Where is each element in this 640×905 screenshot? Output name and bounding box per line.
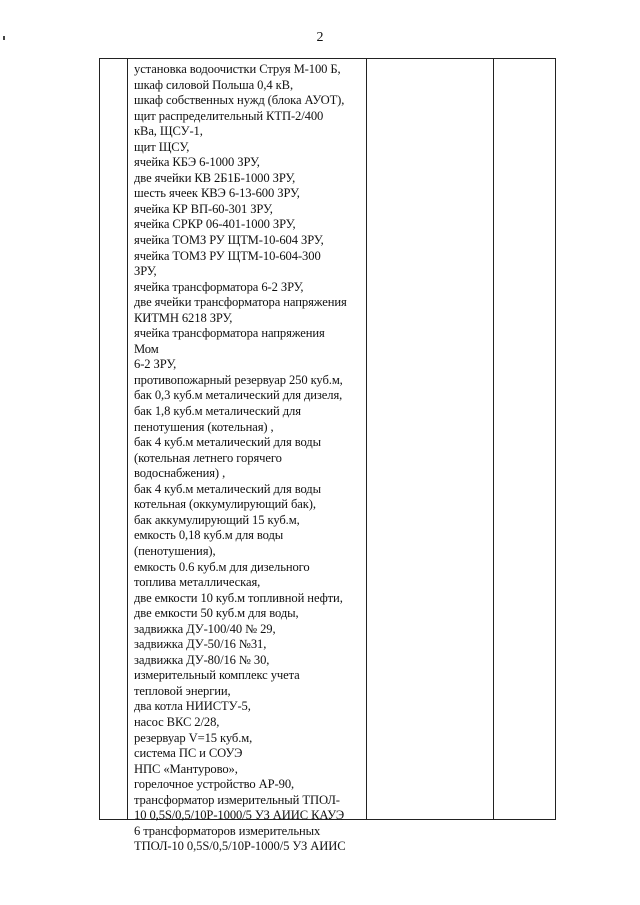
description-line: ячейка трансформатора напряжения xyxy=(134,326,325,341)
description-line: противопожарный резервуар 250 куб.м, xyxy=(134,372,343,387)
description-line: бак 4 куб.м металический для воды xyxy=(134,481,321,496)
description-line: измерительный комплекс учета xyxy=(134,668,300,683)
description-line: горелочное устройство АР-90, xyxy=(134,777,295,792)
margin-mark xyxy=(3,36,5,40)
description-line: две ячейки КВ 2Б1Б-1000 ЗРУ, xyxy=(134,170,296,185)
column-divider-3 xyxy=(493,59,494,819)
description-line: щит ЩСУ, xyxy=(134,139,190,154)
description-line: шкаф собственных нужд (блока АУОТ), xyxy=(134,93,345,108)
description-line: бак 1,8 куб.м металический для xyxy=(134,404,301,419)
description-line: топлива металлическая, xyxy=(134,575,261,590)
description-line: ТПОЛ-10 0,5S/0,5/10Р-1000/5 УЗ АИИС xyxy=(134,839,346,854)
description-line: две емкости 10 куб.м топливной нефти, xyxy=(134,590,343,605)
description-line: (пенотушения), xyxy=(134,543,216,558)
description-line: ячейка СРКР 06-401-1000 ЗРУ, xyxy=(134,217,296,232)
page-number: 2 xyxy=(316,30,324,45)
description-line: кВа, ЩСУ-1, xyxy=(134,124,203,139)
description-line: резервуар V=15 куб.м, xyxy=(134,730,253,745)
description-line: пенотушения (котельная) , xyxy=(134,419,274,434)
description-line: (котельная летнего горячего xyxy=(134,450,282,465)
description-line: водоснабжения) , xyxy=(134,466,226,481)
description-line: ЗРУ, xyxy=(134,264,157,279)
description-line: тепловой энергии, xyxy=(134,683,231,698)
column-divider-1 xyxy=(127,59,128,819)
description-line: КИТМН 6218 ЗРУ, xyxy=(134,310,233,325)
description-line: задвижка ДУ-80/16 № 30, xyxy=(134,652,270,667)
description-cell xyxy=(134,62,366,855)
description-line: трансформатор измерительный ТПОЛ- xyxy=(134,792,340,807)
description-line: котельная (оккумулирующий бак), xyxy=(134,497,316,512)
description-line: ячейка КР ВП-60-301 ЗРУ, xyxy=(134,201,273,216)
description-line: ячейка ТОМЗ РУ ЩТМ-10-604-300 xyxy=(134,248,321,263)
description-line: бак 4 куб.м металический для воды xyxy=(134,435,321,450)
description-line: 10 0,5S/0,5/10Р-1000/5 УЗ АИИС КАУЭ xyxy=(134,808,345,823)
description-line: бак аккумулирующий 15 куб.м, xyxy=(134,512,300,527)
description-line: шкаф силовой Польша 0,4 кВ, xyxy=(134,77,294,92)
description-line: шесть ячеек КВЭ 6-13-600 ЗРУ, xyxy=(134,186,300,201)
description-line: задвижка ДУ-100/40 № 29, xyxy=(134,621,276,636)
description-line: система ПС и СОУЭ xyxy=(134,746,243,761)
description-line: ячейка ТОМЗ РУ ЩТМ-10-604 ЗРУ, xyxy=(134,233,324,248)
description-line: щит распределительный КТП-2/400 xyxy=(134,108,324,123)
description-line: два котла НИИСТУ-5, xyxy=(134,699,251,714)
description-line: две емкости 50 куб.м для воды, xyxy=(134,606,299,621)
description-line: Мом xyxy=(134,341,159,356)
description-line: ячейка КБЭ 6-1000 ЗРУ, xyxy=(134,155,260,170)
description-line: НПС «Мантурово», xyxy=(134,761,238,776)
description-line: емкость 0.6 куб.м для дизельного xyxy=(134,559,310,574)
description-line: насос ВКС 2/28, xyxy=(134,714,220,729)
document-table xyxy=(99,58,556,854)
description-line: емкость 0,18 куб.м для воды xyxy=(134,528,284,543)
description-line: задвижка ДУ-50/16 №31, xyxy=(134,637,267,652)
description-line: бак 0,3 куб.м металический для дизеля, xyxy=(134,388,343,403)
column-divider-2 xyxy=(366,59,367,819)
description-line: две ячейки трансформатора напряжения xyxy=(134,295,347,310)
description-line: ячейка трансформатора 6-2 ЗРУ, xyxy=(134,279,304,294)
description-line: установка водоочистки Струя М-100 Б, xyxy=(134,62,341,76)
description-line: 6 трансформаторов измерительных xyxy=(134,823,321,838)
description-line: 6-2 ЗРУ, xyxy=(134,357,177,372)
